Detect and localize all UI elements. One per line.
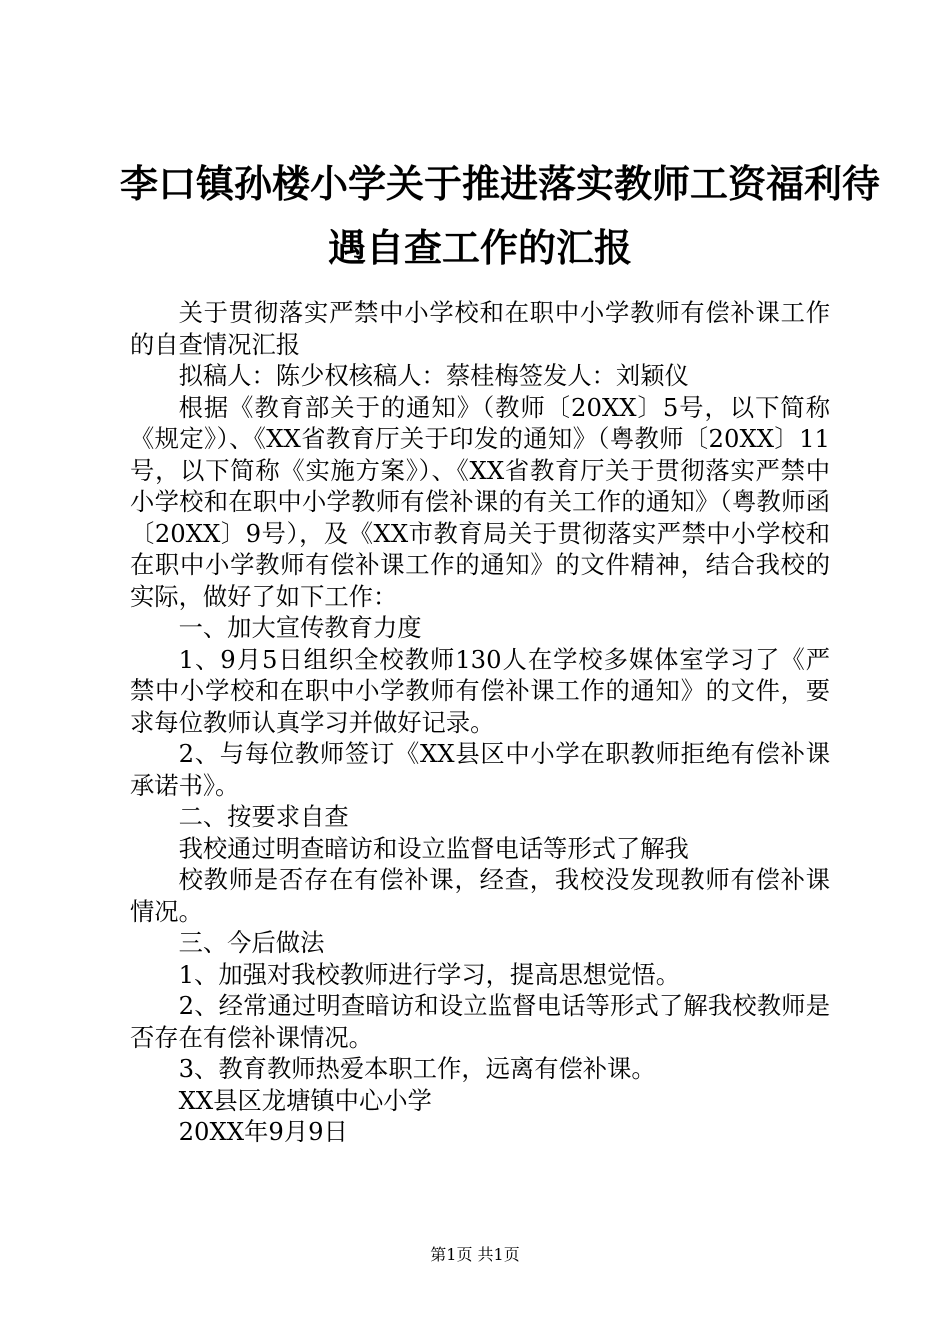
- page-footer: 第1页 共1页: [430, 1245, 520, 1264]
- document-title-line-1: 李口镇孙楼小学关于推进落实教师工资福利待: [120, 161, 881, 206]
- signature-date: 20XX年9月9日: [178, 1117, 348, 1146]
- section-2-line-1: 我校通过明查暗访和设立监督电话等形式了解我: [178, 833, 689, 863]
- section-3-item-2: 2、经常通过明查暗访和设立监督电话等形式了解我校教师是否存在有偿补课情况。: [130, 991, 830, 1052]
- section-heading-2: 二、按要求自查: [178, 802, 349, 831]
- section-3-item-3: 3、教育教师热爱本职工作，远离有偿补课。: [178, 1054, 656, 1083]
- document-body: [130, 297, 830, 1148]
- section-3-item-1: 1、加强对我校教师进行学习，提高思想觉悟。: [178, 959, 680, 989]
- basis-paragraph: 根据《教育部关于的通知》（教师〔20XX〕5号，以下简称《规定》）、《XX省教育厅关于印发的通知》（粤教师〔20XX〕11号，以下简称《实施方案》）、《XX省教育厅关于贯彻落实严禁中小学校和在职中小学教师有偿补课的有关工作的通知》（粤教师函〔20XX〕9号），及《XX市教育局关于贯彻落实严禁中小学校和在职中小学教师有偿补课工作的通知》的文件精神，结合我校的实际，做好了如下工作：: [130, 392, 830, 611]
- section-1-item-2: 2、与每位教师签订《XX县区中小学在职教师拒绝有偿补课承诺书》。: [130, 739, 830, 800]
- section-2-line-2: 校教师是否存在有偿补课，经查，我校没发现教师有偿补课情况。: [130, 865, 830, 926]
- intro-paragraph: 关于贯彻落实严禁中小学校和在职中小学教师有偿补课工作的自查情况汇报: [130, 298, 830, 359]
- signature-organization: XX县区龙塘镇中心小学: [178, 1085, 432, 1115]
- section-heading-1: 一、加大宣传教育力度: [178, 613, 422, 642]
- document-title-line-2: 遇自查工作的汇报: [327, 225, 632, 270]
- section-heading-3: 三、今后做法: [178, 928, 325, 957]
- section-1-item-1: 1、9月5日组织全校教师130人在学校多媒体室学习了《严禁中小学校和在职中小学教师有偿补课工作的通知》的文件，要求每位教师认真学习并做好记录。: [130, 644, 830, 737]
- drafter-line: 拟稿人：陈少权核稿人：蔡桂梅签发人：刘颖仪: [178, 361, 689, 390]
